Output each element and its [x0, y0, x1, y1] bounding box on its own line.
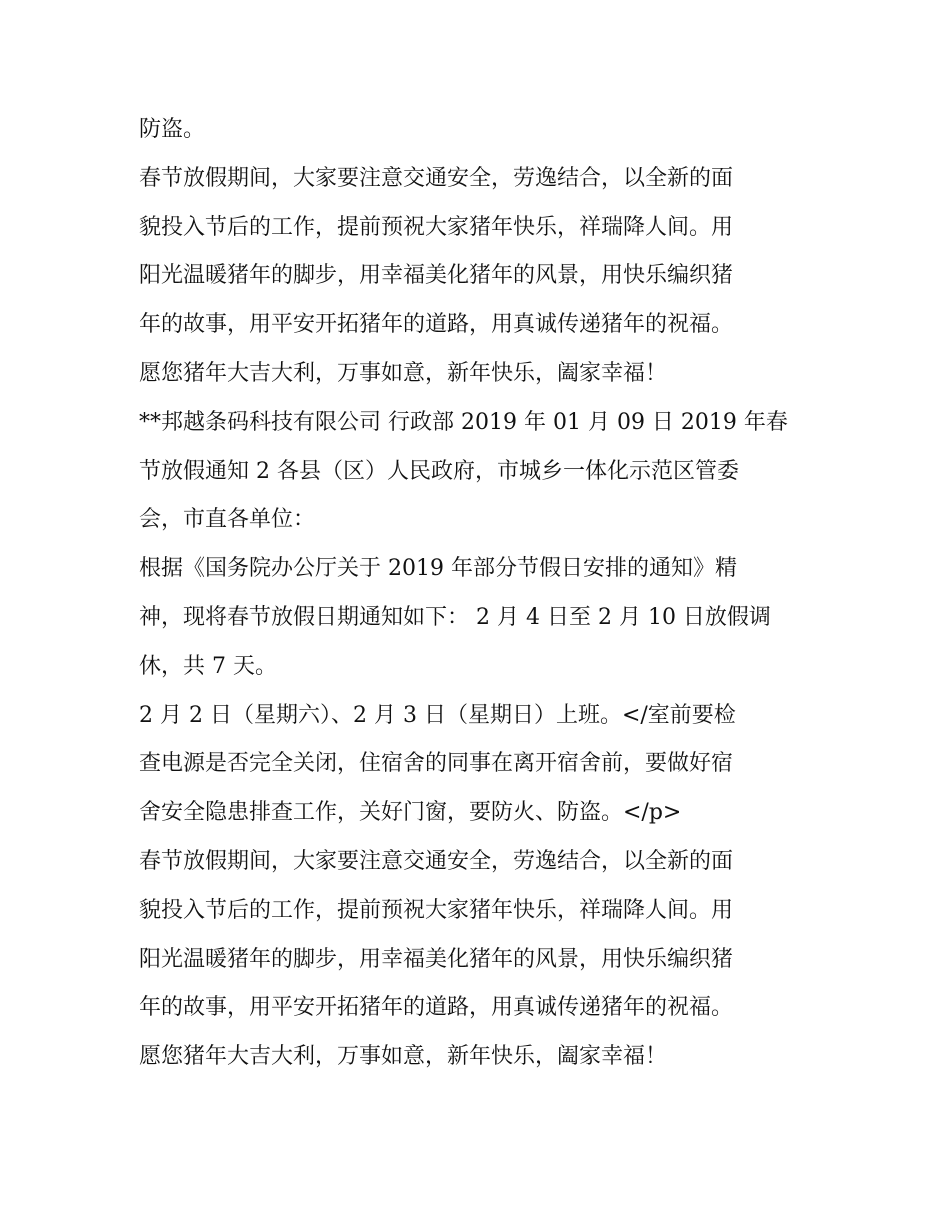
text-line: 神，现将春节放假日期通知如下： 2 月 4 日至 2 月 10 日放假调	[139, 604, 771, 630]
text-line: 春节放假期间，大家要注意交通安全，劳逸结合，以全新的面	[139, 165, 734, 191]
text-line: 节放假通知 2 各县（区）人民政府，市城乡一体化示范区管委	[139, 458, 739, 484]
text-line: 貌投入节后的工作，提前预祝大家猪年快乐，祥瑞降人间。用	[139, 214, 734, 240]
text-line: 根据《国务院办公厅关于 2019 年部分节假日安排的通知》精	[139, 556, 737, 582]
text-line: 阳光温暖猪年的脚步，用幸福美化猪年的风景，用快乐编织猪	[139, 263, 734, 289]
text-line: 会，市直各单位：	[139, 507, 316, 533]
text-line: 2 月 2 日（星期六）、2 月 3 日（星期日）上班。</室前要检	[139, 702, 736, 728]
text-line: 貌投入节后的工作，提前预祝大家猪年快乐，祥瑞降人间。用	[139, 897, 734, 923]
text-line: 年的故事，用平安开拓猪年的道路，用真诚传递猪年的祝福。	[139, 995, 734, 1021]
text-line: 舍安全隐患排查工作，关好门窗，要防火、防盗。</p>	[139, 800, 682, 826]
text-line: **邦越条码科技有限公司 行政部 2019 年 01 月 09 日 2019 年春	[139, 409, 788, 435]
text-line: 阳光温暖猪年的脚步，用幸福美化猪年的风景，用快乐编织猪	[139, 946, 734, 972]
text-line: 年的故事，用平安开拓猪年的道路，用真诚传递猪年的祝福。	[139, 312, 734, 338]
text-line: 春节放假期间，大家要注意交通安全，劳逸结合，以全新的面	[139, 848, 734, 874]
document-body	[139, 106, 819, 1082]
text-line: 休，共 7 天。	[139, 653, 277, 679]
text-line: 愿您猪年大吉大利，万事如意，新年快乐，阖家幸福！	[139, 360, 668, 386]
text-line: 防盗。	[139, 117, 206, 142]
text-line: 查电源是否完全关闭，住宿舍的同事在离开宿舍前，要做好宿	[139, 751, 734, 777]
text-line: 愿您猪年大吉大利，万事如意，新年快乐，阖家幸福！	[139, 1044, 668, 1070]
